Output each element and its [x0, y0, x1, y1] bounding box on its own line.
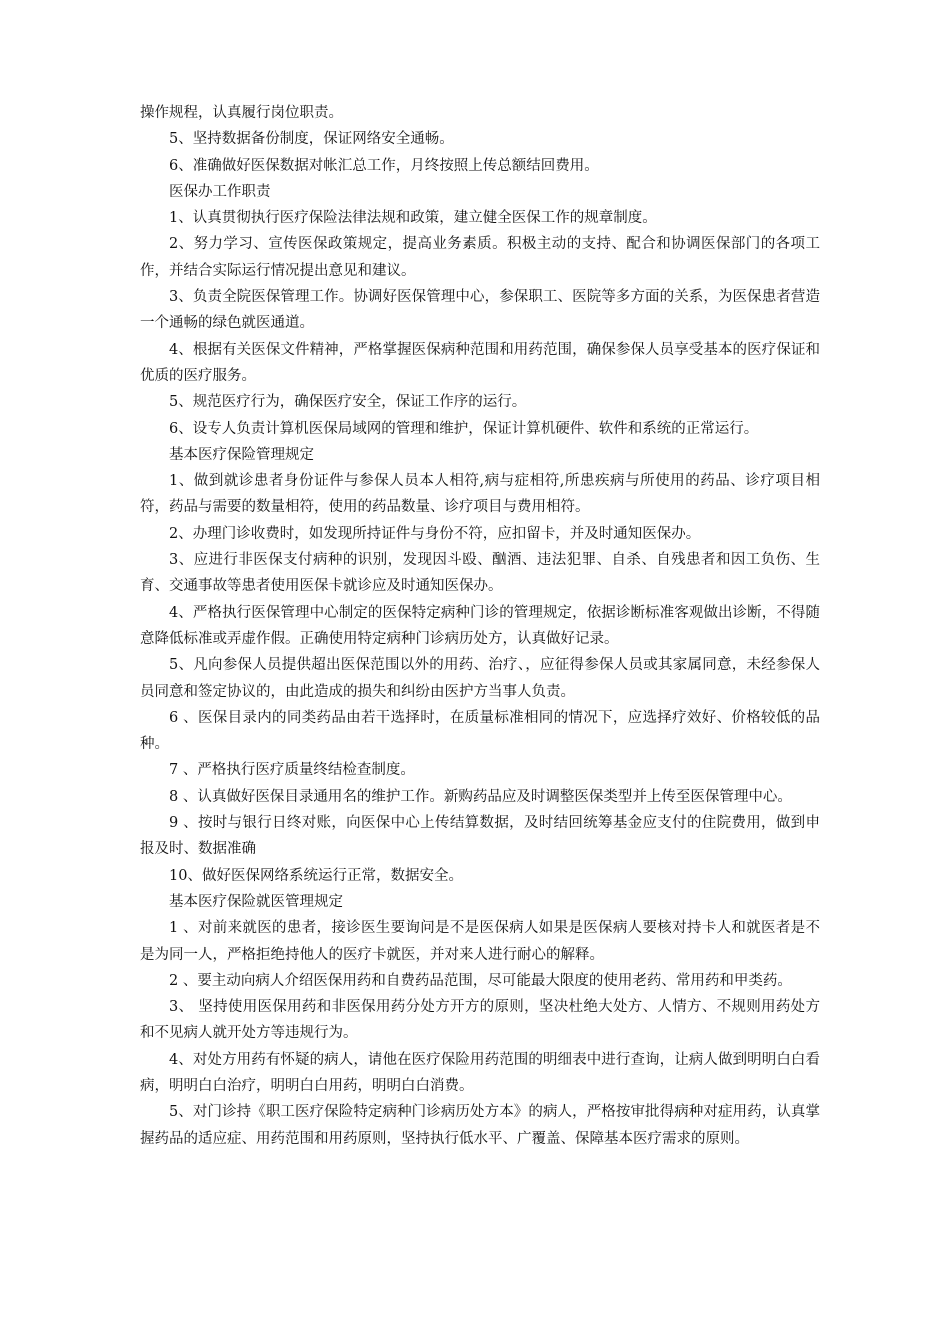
paragraph-23: 1 、对前来就医的患者，接诊医生要询问是不是医保病人如果是医保病人要核对持卡人和就医者是不是为同一人，严格拒绝持他人的医疗卡就医，并对来人进行耐心的解释。: [140, 920, 820, 963]
paragraph-17: 6 、医保目录内的同类药品由若干选择时，在质量标准相同的情况下，应选择疗效好、价格较低的品种。: [140, 709, 820, 753]
paragraph-14: 3、应进行非医保支付病种的识别，发现因斗殴、酗酒、违法犯罪、自杀、自残患者和因工负伤、生育、交通事故等患者使用医保卡就诊应及时通知医保办。: [140, 552, 820, 595]
paragraph-9: 5、规范医疗行为，确保医疗安全，保证工作序的运行。: [169, 394, 527, 411]
paragraph-26: 4、对处方用药有怀疑的病人，请他在医疗保险用药范围的明细表中进行查询，让病人做到明明白白看病，明明白白治疗，明明白白用药，明明白白消费。: [140, 1051, 820, 1094]
paragraph-7: 3、负责全院医保管理工作。协调好医保管理中心，参保职工、医院等多方面的关系，为医保患者营造一个通畅的绿色就医通道。: [140, 289, 820, 332]
paragraph-10: 6、设专人负责计算机医保局域网的管理和维护，保证计算机硬件、软件和系统的正常运行。: [169, 420, 759, 437]
section-heading-office-duties: 医保办工作职责: [169, 183, 271, 200]
paragraph-13: 2、办理门诊收费时，如发现所持证件与身份不符，应扣留卡，并及时通知医保办。: [169, 525, 701, 542]
paragraph-6: 2、努力学习、宣传医保政策规定，提高业务素质。积极主动的支持、配合和协调医保部门的各项工作，并结合实际运行情况提出意见和建议。: [140, 236, 820, 279]
paragraph-20: 9 、按时与银行日终对账，向医保中心上传结算数据，及时结回统筹基金应支付的住院费用，做到申报及时、数据准确: [140, 815, 820, 858]
paragraph-18: 7 、严格执行医疗质量终结检查制度。: [169, 762, 415, 779]
paragraph-3: 6、准确做好医保数据对帐汇总工作，月终按照上传总额结回费用。: [169, 157, 599, 174]
paragraph-15: 4、严格执行医保管理中心制定的医保特定病种门诊的管理规定，依据诊断标准客观做出诊断，不得随意降低标准或弄虚作假。正确使用特定病种门诊病历处方，认真做好记录。: [140, 604, 820, 647]
paragraph-19: 8 、认真做好医保目录通用名的维护工作。新购药品应及时调整医保类型并上传至医保管理中心。: [169, 788, 792, 805]
paragraph-16: 5、凡向参保人员提供超出医保范围以外的用药、治疗、，应征得参保人员或其家属同意，未经参保人员同意和签定协议的，由此造成的损失和纠纷由医护方当事人负责。: [140, 657, 820, 700]
paragraph-2: 5、坚持数据备份制度，保证网络安全通畅。: [169, 131, 454, 148]
document-body: [140, 100, 820, 1152]
section-heading-management-rules: 基本医疗保险管理规定: [169, 446, 314, 463]
paragraph-12: 1、做到就诊患者身份证件与参保人员本人相符,病与症相符,所患疾病与所使用的药品、诊疗项目相符，药品与需要的数量相符，使用的药品数量、诊疗项目与费用相符。: [140, 473, 820, 516]
paragraph-21: 10、做好医保网络系统运行正常，数据安全。: [169, 867, 463, 884]
paragraph-5: 1、认真贯彻执行医疗保险法律法规和政策，建立健全医保工作的规章制度。: [169, 210, 657, 227]
paragraph-24: 2 、要主动向病人介绍医保用药和自费药品范围，尽可能最大限度的使用老药、常用药和甲类药。: [169, 972, 792, 989]
section-heading-medical-visit-rules: 基本医疗保险就医管理规定: [169, 893, 343, 910]
paragraph-25: 3、 坚持使用医保用药和非医保用药分处方开方的原则，坚决杜绝大处方、人情方、不规则用药处方和不见病人就开处方等违规行为。: [140, 999, 820, 1042]
paragraph-27: 5、对门诊持《职工医疗保险特定病种门诊病历处方本》的病人，严格按审批得病种对症用药，认真掌握药品的适应症、用药范围和用药原则，坚持执行低水平、广覆盖、保障基本医疗需求的原则。: [140, 1104, 820, 1147]
paragraph-8: 4、根据有关医保文件精神，严格掌握医保病种范围和用药范围，确保参保人员享受基本的医疗保证和优质的医疗服务。: [140, 341, 820, 384]
paragraph-1: 操作规程，认真履行岗位职责。: [140, 105, 343, 121]
